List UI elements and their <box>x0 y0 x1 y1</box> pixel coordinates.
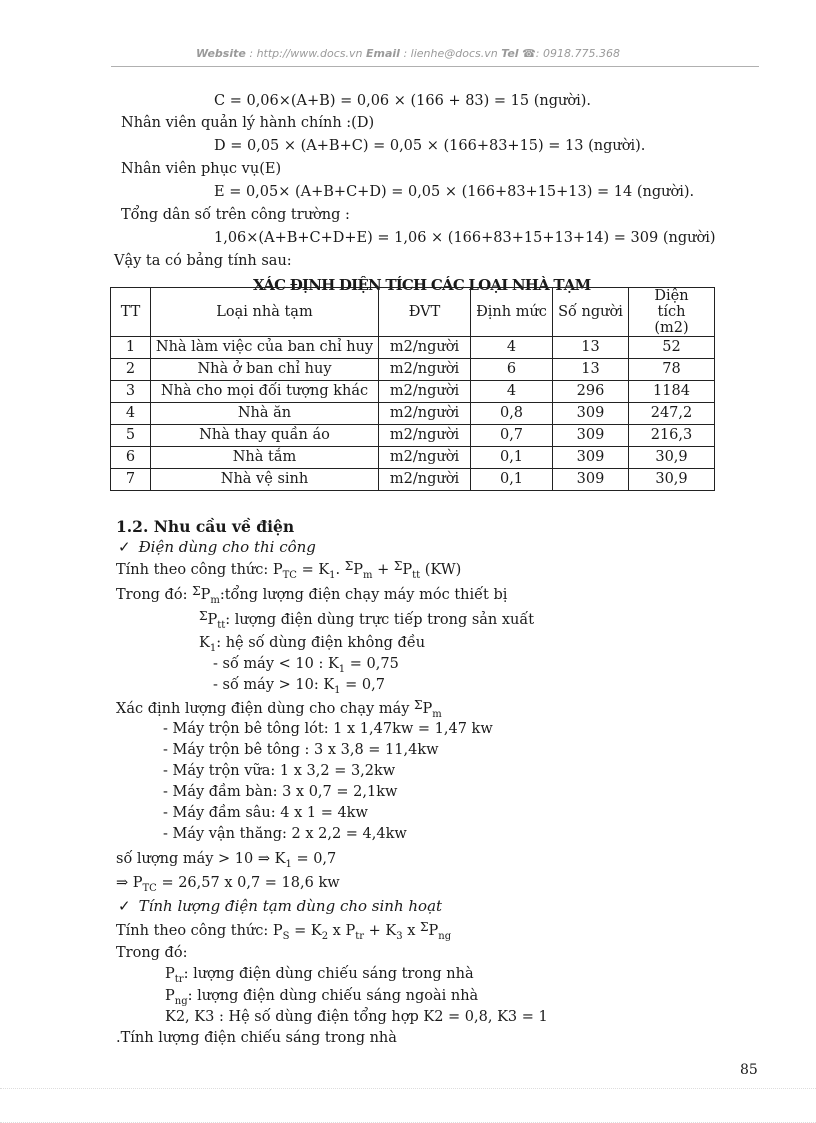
formula-text: . <box>335 562 345 578</box>
definition-line: $P_{ng}$: lượng điện dùng chiếu sáng ngoài nhà <box>165 988 479 1007</box>
sigma-symbol: Σ <box>199 609 208 623</box>
definition-text: : lượng điện dùng chiếu sáng ngoài nhà <box>187 988 479 1004</box>
text-line: Nhân viên quản lý hành chính :(D) <box>121 115 375 131</box>
footer-divider <box>0 1088 816 1089</box>
table-cell: m2/người <box>379 403 471 425</box>
table-cell: 3 <box>111 381 151 403</box>
sigma-symbol: Σ <box>414 698 423 712</box>
table-cell: 309 <box>553 425 629 447</box>
formula-text: P <box>200 587 211 603</box>
table-cell: 7 <box>111 469 151 491</box>
definition-line <box>199 611 534 635</box>
formula-text: P <box>428 923 439 939</box>
list-item: - Máy vận thăng: 2 x 2,2 = 4,4kw <box>163 826 407 842</box>
table-row <box>111 425 715 447</box>
subsection-heading <box>118 897 442 915</box>
table-cell: 52 <box>629 337 715 359</box>
website-label: Website <box>196 47 246 60</box>
table-cell: 6 <box>471 359 553 381</box>
formula-sub: TC <box>282 569 297 581</box>
formula-text: P <box>353 562 364 578</box>
table-cell: 4 <box>471 337 553 359</box>
definition-text: - số máy < 10 : K <box>213 656 339 672</box>
table-cell: 4 <box>471 381 553 403</box>
definition-line: $K_1$: hệ số dùng điện không đều <box>199 635 426 654</box>
table-cell: Nhà ở ban chỉ huy <box>151 359 379 381</box>
text-line-content: = 26,57 x 0,7 = 18,6 kw <box>156 875 340 891</box>
table-cell: Nhà thay quần áo <box>151 425 379 447</box>
sigma-symbol: Σ <box>344 559 354 573</box>
table-cell: 1184 <box>629 381 715 403</box>
table-cell: 247,2 <box>629 403 715 425</box>
list-item: - Máy trộn bê tông : 3 x 3,8 = 11,4kw <box>163 742 439 758</box>
header-cell: Số người <box>553 288 629 337</box>
text-line: E = 0,05× (A+B+C+D) = 0,05 × (166+83+15+13) = 14 (người). <box>214 184 695 200</box>
text-line-content: số lượng máy > 10 ⇒ K <box>116 851 286 867</box>
table-row <box>111 469 715 491</box>
subsection-heading <box>118 538 316 556</box>
text-line <box>116 850 336 874</box>
formula-sub: tt <box>412 569 421 581</box>
formula-sub: ng <box>174 995 188 1007</box>
formula-sub: 2 <box>321 930 329 942</box>
formula-sub: tr <box>355 930 365 942</box>
text-line <box>116 874 340 898</box>
table-cell: Nhà vệ sinh <box>151 469 379 491</box>
table-row <box>111 359 715 381</box>
definition-line <box>213 676 385 700</box>
formula-text: P <box>207 612 218 628</box>
formula-text: x <box>402 923 421 939</box>
sigma-symbol: Σ <box>393 559 403 573</box>
table-cell: Nhà làm việc của ban chỉ huy <box>151 337 379 359</box>
definition-line: $P_{tr}$: lượng điện dùng chiếu sáng trong nhà <box>165 966 474 985</box>
formula-text: P <box>402 562 413 578</box>
definition-text: : lượng điện dùng chiếu sáng trong nhà <box>183 966 474 982</box>
text-line: 1,06×(A+B+C+D+E) = 1,06 × (166+83+15+13+14) = 309 (người) <box>214 230 716 246</box>
list-item: - Máy đầm bàn: 3 x 0,7 = 2,1kw <box>163 784 398 800</box>
tel-label: Tel <box>501 47 519 60</box>
table-row <box>111 403 715 425</box>
table-cell: 0,1 <box>471 447 553 469</box>
formula-text: (KW) <box>420 562 462 578</box>
header-cell: Định mức <box>471 288 553 337</box>
definition-text: : lượng điện dùng trực tiếp trong sản xuất <box>225 612 535 628</box>
list-item: - Máy đầm sâu: 4 x 1 = 4kw <box>163 805 368 821</box>
table-row <box>111 337 715 359</box>
checkmark-icon: ✓ <box>118 538 131 556</box>
sigma-symbol: Σ <box>192 584 201 598</box>
table-cell: 6 <box>111 447 151 469</box>
phone-icon: ☎ <box>522 47 536 60</box>
text-line: C = 0,06×(A+B) = 0,06 × (166 + 83) = 15 (người). <box>214 93 591 109</box>
formula-sub: TC <box>142 882 157 894</box>
table-cell: m2/người <box>379 425 471 447</box>
formula-sub: m <box>432 708 442 720</box>
formula-sub: 3 <box>396 930 403 942</box>
table-row <box>111 447 715 469</box>
table-cell: 78 <box>629 359 715 381</box>
formula-text: P <box>422 701 433 717</box>
subsection-title: Tính lượng điện tạm dùng cho sinh hoạt <box>138 897 443 915</box>
table-cell: Nhà cho mọi đối tượng khác <box>151 381 379 403</box>
table-cell: 1 <box>111 337 151 359</box>
text-line-content: = 0,7 <box>291 851 337 867</box>
page-header: Website : http://www.docs.vn Email : lienhe@docs.vn Tel ☎: 0918.775.368 <box>196 47 620 60</box>
table-cell: 309 <box>553 403 629 425</box>
table-row <box>111 381 715 403</box>
formula-line <box>116 561 461 585</box>
email-address[interactable]: lienhe@docs.vn <box>410 47 498 60</box>
definition-text: = 0,75 <box>345 656 399 672</box>
table-cell: 30,9 <box>629 469 715 491</box>
website-url[interactable]: http://www.docs.vn <box>256 47 363 60</box>
formula-sub: m <box>210 594 220 606</box>
definition-text: = 0,7 <box>340 677 385 693</box>
formula-line <box>116 922 451 946</box>
phone-number: 0918.775.368 <box>542 47 620 60</box>
header-cell: TT <box>111 288 151 337</box>
formula-text: x P <box>328 923 356 939</box>
formula-sub: tt <box>217 619 226 631</box>
formula-text: Tính theo công thức: P <box>116 562 283 578</box>
page-number: 85 <box>740 1062 758 1078</box>
formula-text: + <box>372 562 394 578</box>
formula-text: + K <box>364 923 397 939</box>
definition-text: - số máy > 10: K <box>213 677 335 693</box>
header-cell: Loại nhà tạm <box>151 288 379 337</box>
formula-sub: S <box>282 930 290 942</box>
table-cell: m2/người <box>379 359 471 381</box>
table-cell: 309 <box>553 447 629 469</box>
text-line-content: Xác định lượng điện dùng cho chạy máy <box>116 701 410 717</box>
formula-sub: 1 <box>285 858 292 870</box>
checkmark-icon: ✓ <box>118 897 131 915</box>
table-cell: m2/người <box>379 469 471 491</box>
table-cell: 216,3 <box>629 425 715 447</box>
table-cell: 0,8 <box>471 403 553 425</box>
text-line: D = 0,05 × (A+B+C) = 0,05 × (166+83+15) = 13 (người). <box>214 138 646 154</box>
text-line-content: ⇒ P <box>116 875 143 891</box>
table-cell: 5 <box>111 425 151 447</box>
definition-text: :tổng lượng điện chạy máy móc thiết bị <box>219 587 508 603</box>
formula-sub: m <box>363 569 373 581</box>
formula-sub: tr <box>174 973 184 985</box>
header-cell: Diện tích (m2) <box>629 288 715 337</box>
table-cell: 0,7 <box>471 425 553 447</box>
table-header-row <box>111 288 715 337</box>
header-rule <box>111 66 759 67</box>
text-line: Vậy ta có bảng tính sau: <box>114 253 292 269</box>
email-label: Email <box>366 47 400 60</box>
table-cell: 30,9 <box>629 447 715 469</box>
text-line: .Tính lượng điện chiếu sáng trong nhà <box>116 1030 397 1046</box>
formula-sub: 1 <box>209 642 217 654</box>
table-cell: m2/người <box>379 447 471 469</box>
text-line: Tổng dân số trên công trường : <box>121 207 350 223</box>
formula-sub: ng <box>438 930 452 942</box>
formula-text: Tính theo công thức: P <box>116 923 283 939</box>
formula-sub: 1 <box>334 684 341 696</box>
table-cell: Nhà ăn <box>151 403 379 425</box>
formula-sub: 1 <box>329 569 336 581</box>
table-cell: 296 <box>553 381 629 403</box>
table-cell: m2/người <box>379 337 471 359</box>
table-cell: 4 <box>111 403 151 425</box>
subsection-title: Điện dùng cho thi công <box>138 538 316 556</box>
table-cell: m2/người <box>379 381 471 403</box>
table-cell: 2 <box>111 359 151 381</box>
header-cell: ĐVT <box>379 288 471 337</box>
formula-text: = K <box>296 562 330 578</box>
formula-sub: 1 <box>338 663 346 675</box>
definition-text: : hệ số dùng điện không đều <box>216 635 426 651</box>
section-heading: 1.2. Nhu cầu về điện <box>116 517 295 536</box>
table-cell: 13 <box>553 337 629 359</box>
definition-label: Trong đó: <box>116 587 188 603</box>
text-line: Nhân viên phục vụ(E) <box>121 161 282 177</box>
table-cell: 309 <box>553 469 629 491</box>
temporary-housing-table <box>110 287 715 491</box>
table-cell: 0,1 <box>471 469 553 491</box>
table-cell: Nhà tắm <box>151 447 379 469</box>
definition-line <box>116 586 507 610</box>
formula-text: = K <box>289 923 322 939</box>
sigma-symbol: Σ <box>420 920 429 934</box>
table-cell: 13 <box>553 359 629 381</box>
definition-line: K2, K3 : Hệ số dùng điện tổng hợp K2 = 0,8, K3 = 1 <box>165 1009 548 1025</box>
list-item: - Máy trộn bê tông lót: 1 x 1,47kw = 1,47 kw <box>163 721 493 737</box>
list-item: - Máy trộn vữa: 1 x 3,2 = 3,2kw <box>163 763 396 779</box>
table-title: XÁC ĐỊNH DIỆN TÍCH CÁC LOẠI NHÀ TẠM <box>253 276 591 294</box>
text-line: Trong đó: <box>116 945 188 961</box>
